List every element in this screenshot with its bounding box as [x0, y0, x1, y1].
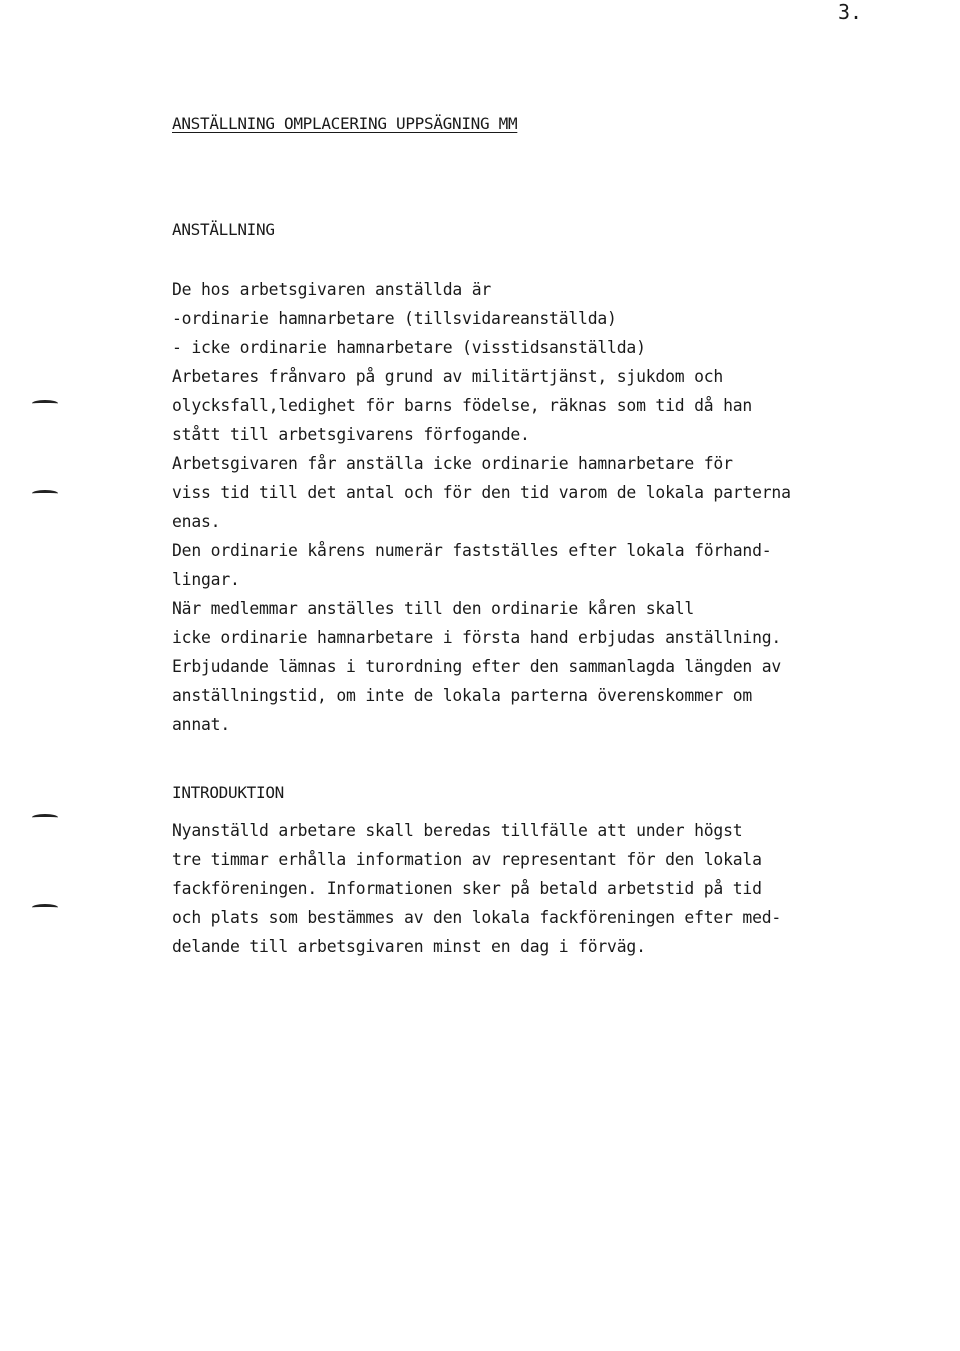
body-line: När medlemmar anställes till den ordinarie kåren skall	[172, 599, 695, 618]
body-line: anställningstid, om inte de lokala parterna överenskommer om	[172, 686, 753, 705]
body-line: Arbetsgivaren får anställa icke ordinarie hamnarbetare för	[172, 454, 733, 473]
body-line: annat.	[172, 715, 231, 734]
page-number: 3.	[838, 0, 863, 24]
document-title: ANSTÄLLNING OMPLACERING UPPSÄGNING MM	[172, 114, 518, 133]
body-line: olycksfall,ledighet för barns födelse, räknas som tid då han	[172, 396, 753, 415]
margin-mark	[32, 814, 58, 821]
body-line: icke ordinarie hamnarbetare i första hand erbjudas anställning.	[172, 628, 782, 647]
body-line: tre timmar erhålla information av representant för den lokala	[172, 850, 762, 869]
body-line: och plats som bestämmes av den lokala fackföreningen efter med-	[172, 908, 782, 927]
body-line: Nyanställd arbetare skall beredas tillfälle att under högst	[172, 821, 743, 840]
body-line: viss tid till det antal och för den tid varom de lokala parterna	[172, 483, 791, 502]
body-line: fackföreningen. Informationen sker på betald arbetstid på tid	[172, 879, 762, 898]
body-line: Erbjudande lämnas i turordning efter den sammanlagda längden av	[172, 657, 782, 676]
body-line: Arbetares frånvaro på grund av militärtjänst, sjukdom och	[172, 367, 724, 386]
margin-mark	[32, 490, 58, 497]
section-body-introduktion	[172, 816, 781, 961]
body-line: lingar.	[172, 570, 240, 589]
margin-mark	[32, 400, 58, 407]
body-line: enas.	[172, 512, 221, 531]
body-line: delande till arbetsgivaren minst en dag i förväg.	[172, 937, 646, 956]
body-line: De hos arbetsgivaren anställda är	[172, 280, 492, 299]
section-heading-anstallning: ANSTÄLLNING	[172, 220, 275, 239]
margin-mark	[32, 904, 58, 911]
section-body-anstallning	[172, 275, 791, 739]
body-line: - icke ordinarie hamnarbetare (visstidsanställda)	[172, 338, 646, 357]
body-line: -ordinarie hamnarbetare (tillsvidareanställda)	[172, 309, 617, 328]
section-heading-introduktion: INTRODUKTION	[172, 783, 284, 802]
body-line: stått till arbetsgivarens förfogande.	[172, 425, 530, 444]
body-line: Den ordinarie kårens numerär fastställes efter lokala förhand-	[172, 541, 772, 560]
